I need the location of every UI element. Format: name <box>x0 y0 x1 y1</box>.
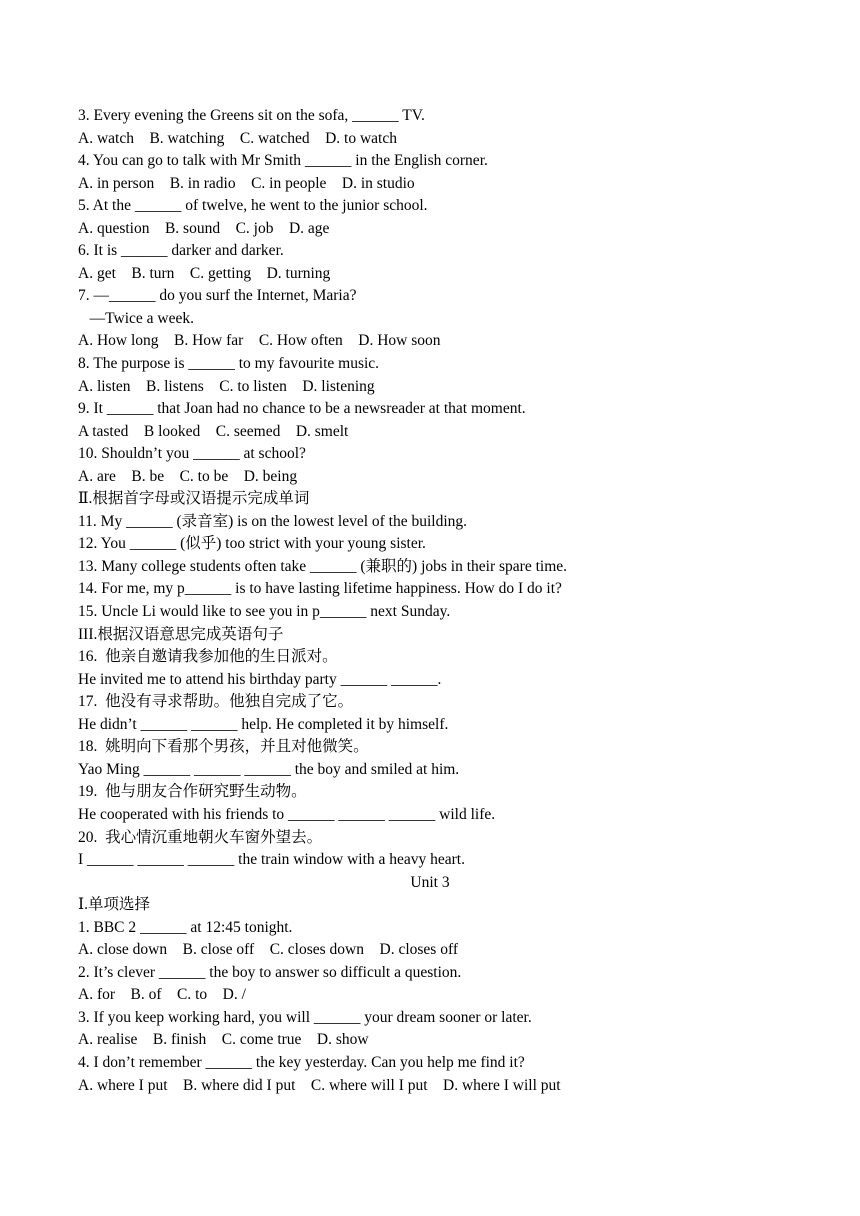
answer-line: Yao Ming ______ ______ ______ the boy and smiled at him. <box>78 760 460 778</box>
options-line: A tasted B looked C. seemed D. smelt <box>78 422 349 440</box>
question-line: 2. It’s clever ______ the boy to answer so difficult a question. <box>78 963 462 981</box>
question-line: 5. At the ______ of twelve, he went to the junior school. <box>78 197 428 215</box>
options-line: A. for B. of C. to D. / <box>78 986 246 1004</box>
question-line: 12. You ______ (似乎) too strict with your young sister. <box>78 535 426 553</box>
question-line: 16. 他亲自邀请我参加他的生日派对。 <box>78 648 338 666</box>
options-line: A. watch B. watching C. watched D. to watch <box>78 129 397 147</box>
question-line: 19. 他与朋友合作研究野生动物。 <box>78 783 307 801</box>
document-body <box>78 105 638 1097</box>
answer-line: He invited me to attend his birthday party ______ ______. <box>78 670 442 688</box>
options-line: A. close down B. close off C. closes down D. closes off <box>78 941 458 959</box>
question-line: 4. You can go to talk with Mr Smith ______ in the English corner. <box>78 152 488 170</box>
section-heading: III.根据汉语意思完成英语句子 <box>78 625 284 643</box>
answer-line: I ______ ______ ______ the train window with a heavy heart. <box>78 851 465 869</box>
question-line: 10. Shouldn’t you ______ at school? <box>78 445 306 463</box>
options-line: A. where I put B. where did I put C. where will I put D. where I will put <box>78 1076 561 1094</box>
question-line: 13. Many college students often take ______ (兼职的) jobs in their spare time. <box>78 557 568 575</box>
unit-title: Unit 3 <box>410 873 450 891</box>
options-line: A. How long B. How far C. How often D. How soon <box>78 332 441 350</box>
section-heading: Ⅰ.单项选择 <box>78 896 150 914</box>
question-line: 8. The purpose is ______ to my favourite music. <box>78 355 380 373</box>
question-line: 20. 我心情沉重地朝火车窗外望去。 <box>78 828 323 846</box>
options-line: A. realise B. finish C. come true D. show <box>78 1031 369 1049</box>
question-line: 15. Uncle Li would like to see you in p______ next Sunday. <box>78 603 451 621</box>
question-line: 11. My ______ (录音室) is on the lowest level of the building. <box>78 512 468 530</box>
question-line: —Twice a week. <box>78 309 194 327</box>
options-line: A. in person B. in radio C. in people D. in studio <box>78 174 415 192</box>
section-heading: Ⅱ.根据首字母或汉语提示完成单词 <box>78 490 310 508</box>
question-line: 3. If you keep working hard, you will ______ your dream sooner or later. <box>78 1008 532 1026</box>
question-line: 17. 他没有寻求帮助。他独自完成了它。 <box>78 693 354 711</box>
question-line: 4. I don’t remember ______ the key yesterday. Can you help me find it? <box>78 1053 525 1071</box>
answer-line: He cooperated with his friends to ______ ______ ______ wild life. <box>78 805 496 823</box>
options-line: A. are B. be C. to be D. being <box>78 467 298 485</box>
question-line: 14. For me, my p______ is to have lasting lifetime happiness. How do I do it? <box>78 580 562 598</box>
question-line: 7. —______ do you surf the Internet, Maria? <box>78 287 357 305</box>
question-line: 3. Every evening the Greens sit on the sofa, ______ TV. <box>78 107 425 124</box>
question-line: 6. It is ______ darker and darker. <box>78 242 284 260</box>
question-line: 1. BBC 2 ______ at 12:45 tonight. <box>78 918 293 936</box>
options-line: A. question B. sound C. job D. age <box>78 219 330 237</box>
question-line: 18. 姚明向下看那个男孩，并且对他微笑。 <box>78 738 369 756</box>
options-line: A. get B. turn C. getting D. turning <box>78 264 331 282</box>
question-line: 9. It ______ that Joan had no chance to be a newsreader at that moment. <box>78 400 526 418</box>
answer-line: He didn’t ______ ______ help. He completed it by himself. <box>78 715 449 733</box>
options-line: A. listen B. listens C. to listen D. listening <box>78 377 375 395</box>
